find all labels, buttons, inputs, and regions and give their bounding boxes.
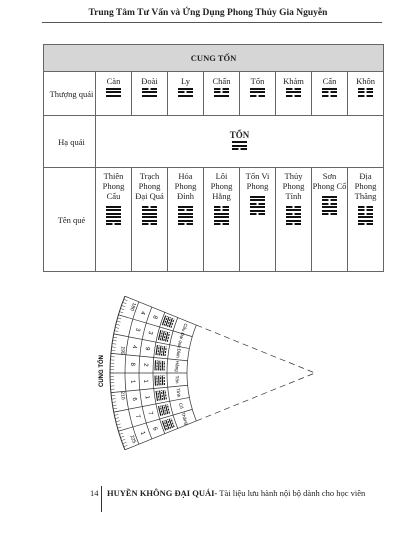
fan-hexagram-line (163, 346, 164, 355)
fan-tick (120, 309, 124, 310)
trigram-icon (214, 86, 229, 98)
gua-name: Sơn Phong Cổ (312, 171, 347, 191)
fan-tick (116, 324, 120, 325)
upper-name: Cấn (322, 76, 337, 86)
hexagram-icon (178, 204, 193, 227)
trigram-icon (286, 86, 301, 98)
upper-cell (96, 72, 132, 116)
header-rule (42, 22, 382, 23)
fan-tick (121, 305, 125, 306)
fan-gua-name: Tỉnh (175, 388, 182, 398)
fan-hexagram-line (156, 345, 157, 355)
fan-tick (112, 347, 116, 348)
fan-tick (119, 433, 123, 434)
fan-tick (113, 340, 117, 341)
fan-number: 4 (138, 310, 146, 316)
gua-cell (276, 168, 312, 272)
table-title: CUNG TỐN (44, 45, 384, 72)
fan-tick (119, 312, 123, 313)
footer-text (107, 488, 382, 498)
fan-side-label: CUNG TỐN (99, 355, 105, 387)
upper-name: Chấn (212, 76, 231, 86)
gua-cell (312, 168, 348, 272)
footer-book-title: HUYỀN KHÔNG ĐẠI QUÁI- (107, 488, 218, 498)
upper-cell (240, 72, 276, 116)
fan-degree-label: 180 (128, 301, 137, 312)
footer-note: Tài liệu lưu hành nội bộ dành cho học viên (217, 488, 366, 498)
trigram-icon (250, 86, 265, 98)
fan-tick (123, 442, 127, 443)
lower-trigram-label: Hạ quái (44, 116, 96, 168)
fan-tick (118, 427, 122, 428)
fan-degree-label: 210 (118, 391, 126, 401)
lower-name: TỐN (229, 129, 250, 140)
gua-name: Trạch Phong Đại Quá (135, 171, 164, 201)
hexagram-icon (358, 204, 373, 227)
upper-name: Càn (106, 76, 121, 86)
fan-hexagram-line (165, 390, 166, 399)
fan-number: 4 (130, 344, 138, 349)
fan-number: 8 (151, 314, 158, 320)
fan-tick (113, 408, 117, 409)
upper-cell (132, 72, 168, 116)
gua-cell (96, 168, 132, 272)
fan-number: 8 (129, 362, 136, 367)
fan-tick (118, 430, 122, 431)
fan-number: 1 (138, 430, 146, 436)
fan-dashed-edge (196, 373, 315, 421)
gua-name: Địa Phong Thăng (354, 171, 377, 201)
trigram-icon (142, 86, 157, 98)
fan-degree-label: 225 (128, 434, 137, 445)
fan-number: 2 (142, 363, 149, 367)
fan-hexagram-line (161, 346, 162, 356)
fan-tick (121, 439, 125, 440)
fan-tick (117, 321, 121, 322)
fan-tick (124, 445, 128, 446)
upper-name: Ly (181, 76, 190, 86)
upper-name: Tốn (250, 76, 265, 86)
trigram-icon (322, 86, 337, 98)
fan-tick (112, 402, 116, 403)
compass-fan-diagram (80, 285, 320, 470)
fan-number: 1 (129, 379, 136, 384)
fan-hexagram-line (163, 390, 164, 399)
fan-tick (123, 302, 127, 303)
gua-table (43, 44, 384, 272)
fan-tick (125, 296, 129, 297)
gua-cell (240, 168, 276, 272)
gua-name: Thiên Phong Cấu (102, 171, 125, 201)
fan-tick (113, 405, 117, 406)
gua-cell (348, 168, 384, 272)
fan-tick (120, 436, 124, 437)
fan-number: 6 (151, 426, 158, 432)
fan-tick (125, 448, 129, 449)
fan-gua-name: Đại quá (176, 332, 186, 349)
fan-number: 3 (133, 327, 141, 332)
fan-tick (112, 344, 116, 345)
fan-tick (124, 299, 128, 300)
fan-number: 9 (143, 346, 150, 351)
gua-name: Hỏa Phong Đỉnh (174, 171, 197, 201)
fan-number: 7 (133, 414, 141, 419)
fan-hexagram-line (165, 347, 166, 356)
hexagram-icon (322, 194, 337, 217)
fan-gua-name: Cổ (177, 402, 185, 410)
fan-gua-name: Thăng (180, 411, 190, 426)
fan-tick (114, 331, 118, 332)
fan-number: 1 (142, 379, 149, 383)
fan-divider (114, 397, 190, 412)
upper-name: Đoài (141, 76, 158, 86)
fan-number: 3 (146, 330, 154, 335)
page-number: 14 (90, 488, 99, 498)
upper-cell (204, 72, 240, 116)
fan-tick (116, 421, 120, 422)
upper-cell (348, 72, 384, 116)
fan-gua-name: Cấu (180, 322, 189, 333)
hexagram-icon (214, 204, 229, 227)
trigram-icon (106, 86, 121, 98)
fan-number: 6 (130, 397, 138, 402)
fan-tick (112, 399, 116, 400)
gua-name-label: Tên quẻ (44, 168, 96, 272)
fan-arc (187, 325, 196, 421)
fan-tick (118, 315, 122, 316)
trigram-icon (358, 86, 373, 98)
fan-hexagram-line (158, 345, 159, 355)
fan-hexagram-line (156, 391, 157, 401)
fan-tick (114, 415, 118, 416)
fan-dashed-edge (196, 325, 315, 373)
gua-cell (168, 168, 204, 272)
fan-tick (118, 318, 122, 319)
gua-name: Thủy Phong Tỉnh (282, 171, 305, 201)
gua-cell (204, 168, 240, 272)
lower-cell (96, 116, 384, 168)
upper-cell (168, 72, 204, 116)
hexagram-icon (142, 204, 157, 227)
fan-tick (115, 418, 119, 419)
gua-cell (132, 168, 168, 272)
fan-hexagram-line (158, 406, 160, 416)
fan-number: 7 (146, 411, 154, 416)
fan-tick (113, 337, 117, 338)
trigram-icon (232, 140, 247, 152)
hexagram-icon (250, 194, 265, 217)
fan-hexagram-line (160, 391, 161, 401)
fan-tick (117, 424, 121, 425)
upper-cell (312, 72, 348, 116)
fan-hexagram-line (158, 391, 159, 401)
upper-trigram-label: Thượng quái (44, 72, 96, 116)
fan-gua-name: Tốn (174, 375, 180, 384)
fan-gua-name: Đỉnh (175, 348, 182, 359)
trigram-icon (178, 86, 193, 98)
upper-cell (276, 72, 312, 116)
hexagram-icon (286, 204, 301, 227)
fan-hexagram-line (161, 390, 162, 400)
fan-tick (115, 327, 119, 328)
fan-degree-label: 195 (118, 345, 126, 355)
upper-name: Khảm (283, 76, 304, 86)
gua-name: Tốn Vi Phong (245, 171, 270, 191)
fan-gua-name: Hằng (174, 360, 180, 372)
upper-name: Khôn (356, 76, 375, 86)
gua-name: Lôi Phong Hằng (210, 171, 233, 201)
page-header: Trung Tâm Tư Vấn và Ứng Dụng Phong Thủy Gia Nguyễn (88, 8, 328, 18)
hexagram-icon (106, 204, 121, 227)
fan-number: 1 (143, 395, 150, 400)
fan-hexagram-line (160, 346, 161, 356)
footer-divider (101, 486, 102, 512)
